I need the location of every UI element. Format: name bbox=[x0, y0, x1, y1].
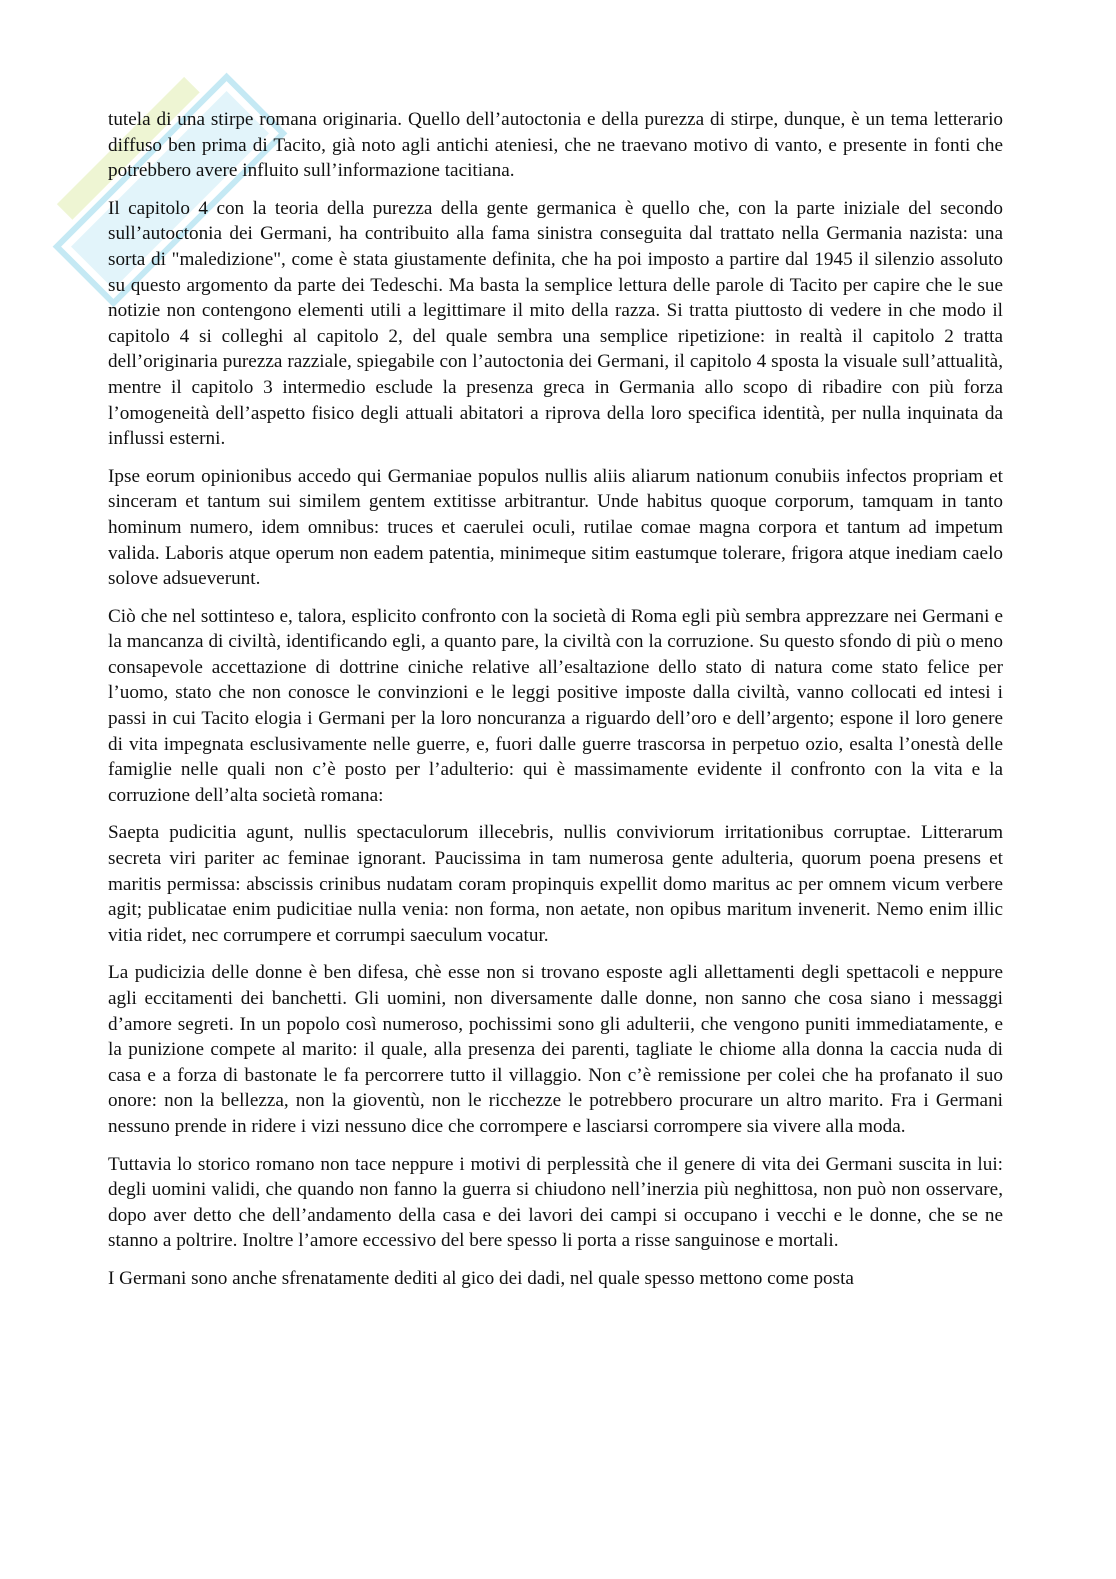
paragraph: La pudicizia delle donne è ben difesa, chè esse non si trovano esposte agli allettamenti degli spettacoli e neppure agli eccitamenti dei banchetti. Gli uomini, non diversamente dalle donne, non sanno che cosa siano i messaggi d’amore segreti. In un popolo così numeroso, pochissimi sono gli adulterii, che vengono puniti immediatamente, e la punizione compete al marito: il quale, alla presenza dei parenti, tagliate le chiome alla donna la caccia nuda di casa e a forza di bastonate le fa percorrere tutto il villaggio. Non c’è remissione per colei che ha profanato il suo onore: non la bellezza, non la gioventù, non le ricchezze le potrebbero procurare un altro marito. Fra i Germani nessuno prende in ridere i vizi nessuno dice che corrompere e lasciarsi corrompere sia vivere alla moda. bbox=[108, 962, 1003, 1137]
latin-quote-paragraph: Ipse eorum opinionibus accedo qui Germaniae populos nullis aliis aliarum nationum conubiis infectos propriam et sinceram et tantum sui similem gentem extitisse arbitrantur. Unde habitus quoque corporum, tamquam in tanto hominum numero, idem omnibus: truces et caerulei oculi, rutilae comae magna corpora et tantum ad impetum valida. Laboris atque operum non eadem patentia, minimeque sitim eastumque tolerare, frigora atque inediam caelo solove adsueverunt. bbox=[108, 465, 1003, 590]
document-body bbox=[108, 107, 1003, 1304]
paragraph: tutela di una stirpe romana originaria. Quello dell’autoctonia e della purezza di stirpe, dunque, è un tema letterario diffuso ben prima di Tacito, già noto agli antichi ateniesi, che ne traevano motivo di vanto, e presente in fonti che potrebbero avere influito sull’informazione tacitiana. bbox=[108, 109, 1003, 182]
paragraph: I Germani sono anche sfrenatamente dediti al gico dei dadi, nel quale spesso mettono come posta bbox=[108, 1267, 854, 1289]
paragraph: Ciò che nel sottinteso e, talora, esplicito confronto con la società di Roma egli più sembra apprezzare nei Germani e la mancanza di civiltà, identificando egli, a quanto pare, la civiltà con la corruzione. Su questo sfondo di più o meno consapevole accettazione di dottrine ciniche relative all’esaltazione dello stato di natura come stato felice per l’uomo, stato che non conosce le convinzioni e le leggi positive imposte dalla civiltà, vanno collocati ed intesi i passi in cui Tacito elogia i Germani per la loro noncuranza a riguardo dell’oro e dell’argento; espone il loro genere di vita impegnata esclusivamente nelle guerre, e, fuori dalle guerre trascorsa in perpetuo ozio, esalta l’onestà delle famiglie nelle quali non c’è posto per l’adulterio: qui è massimamente evidente il confronto con la vita e la corruzione dell’alta società romana: bbox=[108, 605, 1003, 806]
paragraph: Il capitolo 4 con la teoria della purezza della gente germanica è quello che, con la parte iniziale del secondo sull’autoctonia dei Germani, ha contribuito alla fama sinistra conseguita dal trattato nella Germania nazista: una sorta di "maledizione", come è stata giustamente definita, che ha poi imposto a partire dal 1945 il silenzio assoluto su questo argomento da parte dei Tedeschi. Ma basta la semplice lettura delle parole di Tacito per capire che le sue notizie non contengono elementi utili a legittimare il mito della razza. Si tratta piuttosto di vedere in che modo il capitolo 4 si colleghi al capitolo 2, del quale sembra una semplice ripetizione: in realtà il capitolo 2 tratta dell’originaria purezza razziale, spiegabile con l’autoctonia dei Germani, il capitolo 4 sposta la visuale sull’attualità, mentre il capitolo 3 intermedio esclude la presenza greca in Germania allo scopo di ribadire con più forza l’omogeneità dell’aspetto fisico degli attuali abitatori a riprova della loro specifica identità, per nulla inquinata da influssi esterni. bbox=[108, 197, 1003, 450]
paragraph: Tuttavia lo storico romano non tace neppure i motivi di perplessità che il genere di vita dei Germani suscita in lui: degli uomini validi, che quando non fanno la guerra si chiudono nell’inerzia più neghittosa, non può non osservare, dopo aver detto che dell’andamento della casa e dei lavori dei campi si occupano i vecchi e le donne, che se ne stanno a poltrire. Inoltre l’amore eccessivo del bere spesso li porta a risse sanguinose e mortali. bbox=[108, 1153, 1003, 1252]
latin-quote-paragraph: Saepta pudicitia agunt, nullis spectaculorum illecebris, nullis conviviorum irritationibus corruptae. Litterarum secreta viri pariter ac feminae ignorant. Paucissima in tam numerosa gente adulteria, quorum poena presens et maritis permissa: abscissis crinibus nudatam coram propinquis expellit domo maritus ac per omnem vicum verbere agit; publicatae enim pudicitiae nulla venia: non forma, non aetate, non opibus maritum invenerit. Nemo enim illic vitia ridet, nec corrumpere et corrumpi saeculum vocatur. bbox=[108, 822, 1003, 946]
